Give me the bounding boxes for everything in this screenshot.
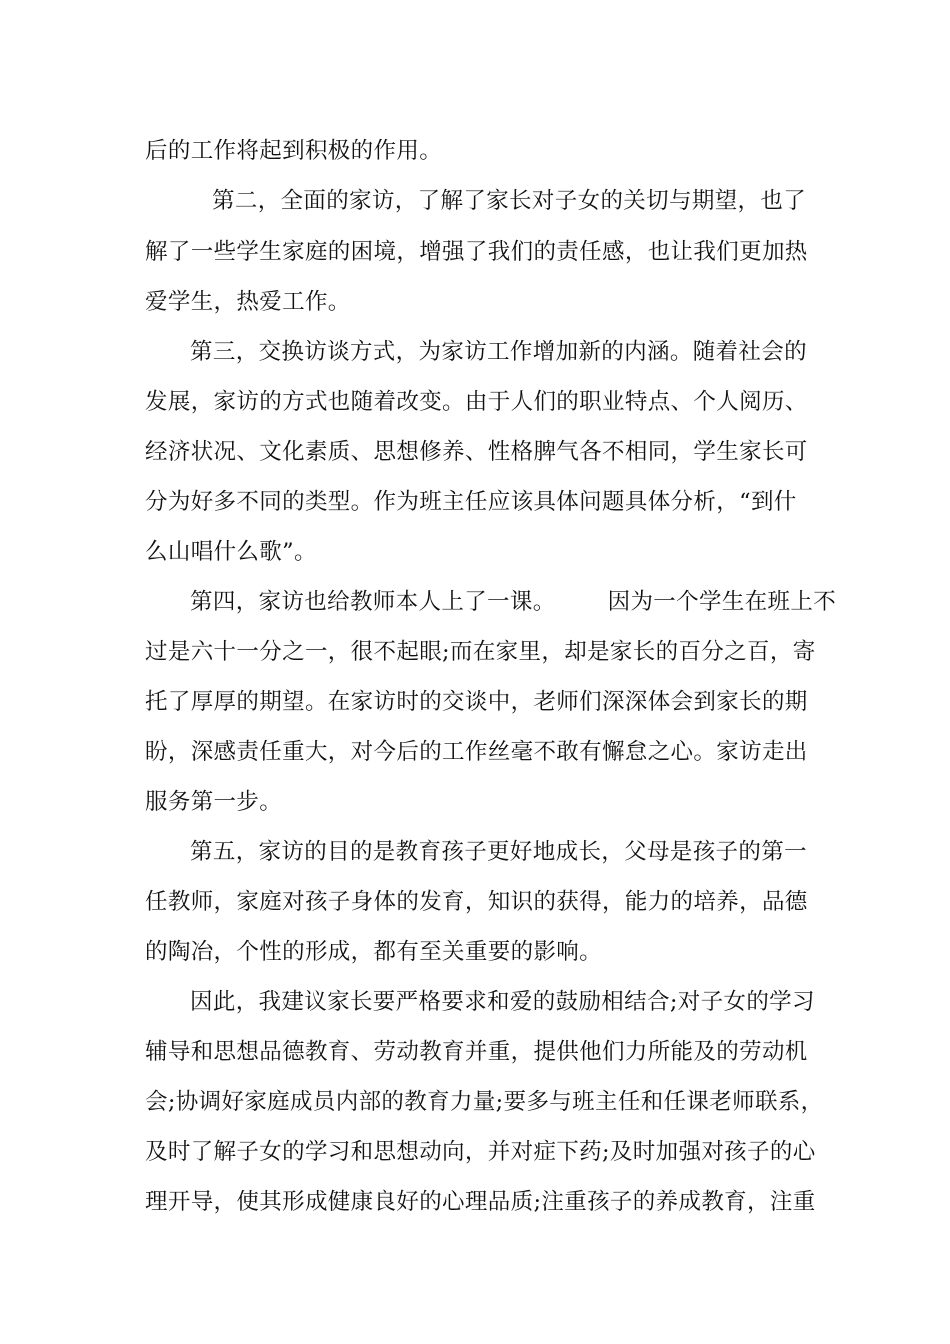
text-line: 任教师，家庭对孩子身体的发育，知识的获得，能力的培养，品德 — [145, 889, 808, 915]
text-line: 解了一些学生家庭的困境，增强了我们的责任感，也让我们更加热 — [145, 239, 808, 265]
text-line: 爱学生，热爱工作。 — [145, 289, 351, 315]
text-line: 辅导和思想品德教育、劳动教育并重，提供他们力所能及的劳动机 — [145, 1039, 808, 1065]
paragraph-4-line-1 — [190, 587, 836, 617]
text-line: 托了厚厚的期望。在家访时的交谈中，老师们深深体会到家长的期 — [145, 689, 808, 715]
text-line: 后的工作将起到积极的作用。 — [145, 138, 443, 164]
text-line: 发展，家访的方式也随着改变。由于人们的职业特点、个人阅历、 — [145, 389, 808, 415]
text-line: 的陶冶，个性的形成，都有至关重要的影响。 — [145, 939, 603, 965]
text-line: 会;协调好家庭成员内部的教育力量;要多与班主任和任课老师联系， — [145, 1089, 824, 1115]
text-line: 盼，深感责任重大，对今后的工作丝毫不敢有懈怠之心。家访走出 — [145, 739, 808, 765]
paragraph-2-line-1: 第二，全面的家访，了解了家长对子女的关切与期望，也了 — [212, 188, 807, 214]
paragraph-5-line-1: 第五，家访的目的是教育孩子更好地成长，父母是孩子的第一 — [190, 839, 807, 865]
paragraph-6-line-1: 因此，我建议家长要严格要求和爱的鼓励相结合;对子女的学习 — [190, 989, 815, 1015]
text-line: 理开导，使其形成健康良好的心理品质;注重孩子的养成教育，注重 — [145, 1189, 816, 1215]
paragraph-4-lead: 第四，家访也给教师本人上了一课。 — [190, 589, 556, 615]
text-line: 服务第一步。 — [145, 789, 283, 815]
paragraph-4-tail: 因为一个学生在班上不 — [607, 589, 837, 615]
text-line: 经济状况、文化素质、思想修养、性格脾气各不相同，学生家长可 — [145, 439, 808, 465]
text-line: 及时了解子女的学习和思想动向，并对症下药;及时加强对孩子的心 — [145, 1139, 816, 1165]
text-line: 过是六十一分之一，很不起眼;而在家里，却是家长的百分之百，寄 — [145, 639, 816, 665]
text-line: 么山唱什么歌”。 — [145, 539, 317, 565]
text-line: 分为好多不同的类型。作为班主任应该具体问题具体分析，“到什 — [145, 489, 797, 515]
paragraph-3-line-1: 第三，交换访谈方式，为家访工作增加新的内涵。随着社会的 — [190, 339, 807, 365]
